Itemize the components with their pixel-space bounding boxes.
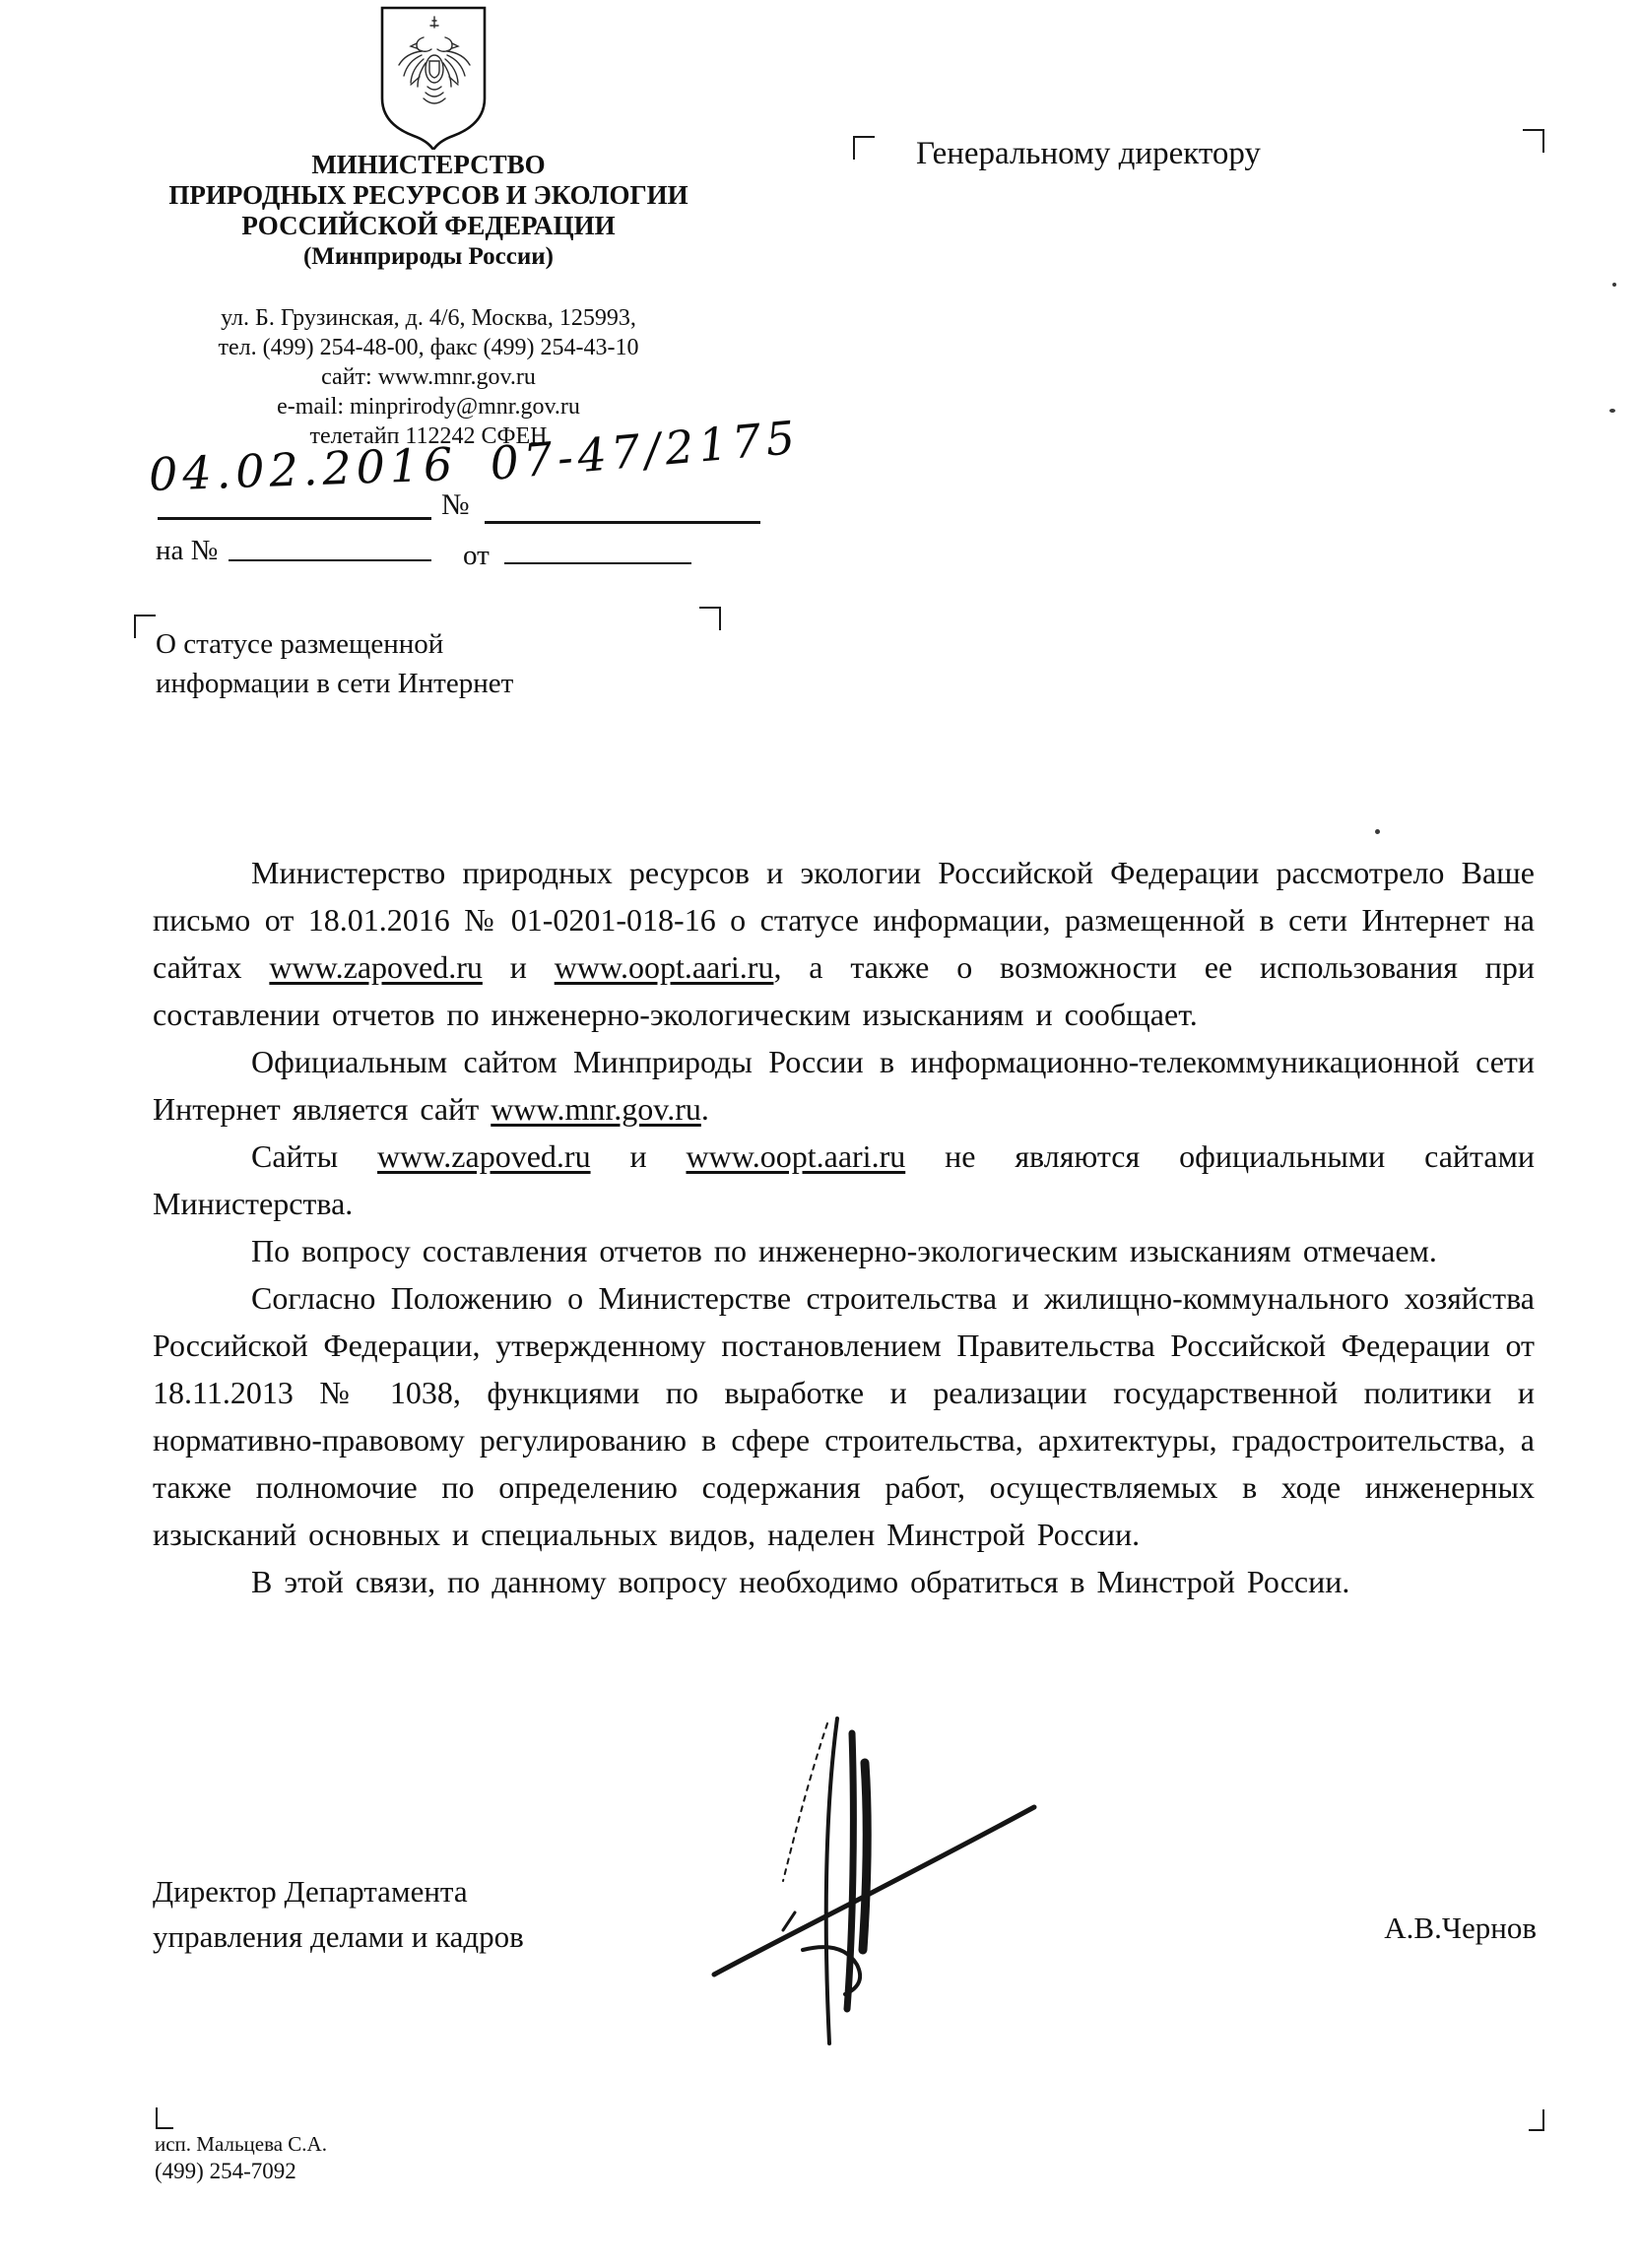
reply-to-label: на №	[156, 535, 219, 566]
underlined-url-text: www.oopt.aari.ru	[554, 949, 774, 985]
teletype-line: телетайп 112242 СФЕН	[309, 423, 548, 449]
ministry-line: ПРИРОДНЫХ РЕСУРСОВ И ЭКОЛОГИИ	[168, 180, 688, 210]
body-paragraph	[153, 1274, 1535, 1558]
reply-number-blank-line	[229, 559, 431, 561]
number-sign-label: №	[441, 488, 470, 521]
reply-from-label: от	[463, 540, 490, 571]
ministry-line: РОССИЙСКОЙ ФЕДЕРАЦИИ	[241, 211, 616, 240]
footer-corner-mark-right	[1529, 2109, 1544, 2131]
underlined-url-text: www.zapoved.ru	[377, 1138, 591, 1174]
subject-line-2: информации в сети Интернет	[156, 668, 514, 699]
text-segment: Официальным сайтом Минприроды России в информационно-телекоммуникационной сети Интернет является сайт	[153, 1044, 1535, 1127]
signer-title	[153, 1869, 524, 1960]
number-underline	[485, 521, 760, 524]
double-headed-eagle-icon	[399, 17, 470, 103]
text-segment: и	[482, 949, 555, 985]
executor-phone: (499) 254-7092	[155, 2159, 296, 2183]
body-paragraph	[153, 1133, 1535, 1227]
scan-speck	[1609, 409, 1615, 413]
scan-speck	[1612, 283, 1616, 287]
ministry-short-name: (Минприроды России)	[302, 243, 555, 270]
handwritten-date: 04.02.2016	[148, 437, 459, 501]
signature-scribble-icon	[689, 1704, 1044, 2048]
underlined-url-text: www.oopt.aari.ru	[686, 1138, 906, 1174]
subject-block	[156, 624, 513, 703]
signer-name: А.В.Чернов	[1384, 1911, 1537, 1945]
text-segment: Министерство природных ресурсов и экологии Российской Федерации рассмотрело Ваше письмо от 18.01.2016 № 01-0201-018-16 о статусе информации, размещенной в сети Интернет на сайтах	[153, 855, 1535, 985]
signer-title-line-1: Директор Департамента	[153, 1874, 468, 1909]
text-segment: и	[590, 1138, 687, 1174]
text-segment: По вопросу составления отчетов по инженерно-экологическим изысканиям отмечаем.	[251, 1233, 1437, 1268]
coat-of-arms-icon	[376, 4, 491, 150]
body-paragraph	[153, 849, 1535, 1038]
ministry-line: МИНИСТЕРСТВО	[311, 150, 546, 179]
body-paragraph	[153, 1558, 1535, 1605]
letterhead-ministry-name	[148, 150, 709, 272]
recipient-line: Генеральному директору	[916, 136, 1261, 171]
executor-block	[155, 2131, 327, 2184]
footer-corner-mark-left	[156, 2107, 173, 2129]
executor-name: исп. Мальцева С.А.	[155, 2132, 327, 2156]
website-line: сайт: www.mnr.gov.ru	[321, 364, 536, 390]
subject-corner-mark-left	[134, 615, 156, 638]
underlined-url-text: www.zapoved.ru	[269, 949, 483, 985]
body-paragraph	[153, 1227, 1535, 1274]
handwritten-outgoing-number: 07-47/2175	[488, 410, 802, 490]
subject-corner-mark-right	[699, 607, 721, 630]
address-line: тел. (499) 254-48-00, факс (499) 254-43-10	[218, 335, 639, 360]
email-line: e-mail: minprirody@mnr.gov.ru	[277, 394, 580, 420]
body-paragraph	[153, 1038, 1535, 1133]
text-segment: Сайты	[251, 1138, 378, 1174]
date-underline	[158, 517, 431, 520]
recipient-corner-mark-left	[853, 136, 875, 160]
text-segment: не являются официальными сайтами Министерства.	[153, 1138, 1536, 1221]
text-segment: .	[700, 1091, 709, 1127]
recipient-corner-mark-right	[1523, 129, 1544, 153]
underlined-url-text: www.mnr.gov.ru	[491, 1091, 701, 1127]
address-line: ул. Б. Грузинская, д. 4/6, Москва, 125993,	[221, 305, 636, 331]
text-segment: Согласно Положению о Министерстве строительства и жилищно-коммунального хозяйства Российской Федерации, утвержденному постановлением Правительства Российской Федерации от 18.11.2013 № 1038, функциями по выработке и реализации государственной политики и нормативно-правовому регулированию в сфере строительства, архитектуры, градостроительства, а также полномочие по определению содержания работ, осуществляемых в ходе инженерных изысканий основных и специальных видов, наделен Минстрой России.	[153, 1280, 1535, 1552]
subject-line-1: О статусе размещенной	[156, 628, 444, 660]
text-segment: , а также о возможности ее использования при составлении отчетов по инженерно-экологическим изысканиям и сообщает.	[153, 949, 1536, 1032]
letter-body	[153, 849, 1535, 1605]
reply-date-blank-line	[504, 562, 691, 564]
text-segment: В этой связи, по данному вопросу необходимо обратиться в Минстрой России.	[251, 1564, 1350, 1599]
signer-title-line-2: управления делами и кадров	[153, 1919, 524, 1954]
scan-speck	[1375, 829, 1380, 834]
